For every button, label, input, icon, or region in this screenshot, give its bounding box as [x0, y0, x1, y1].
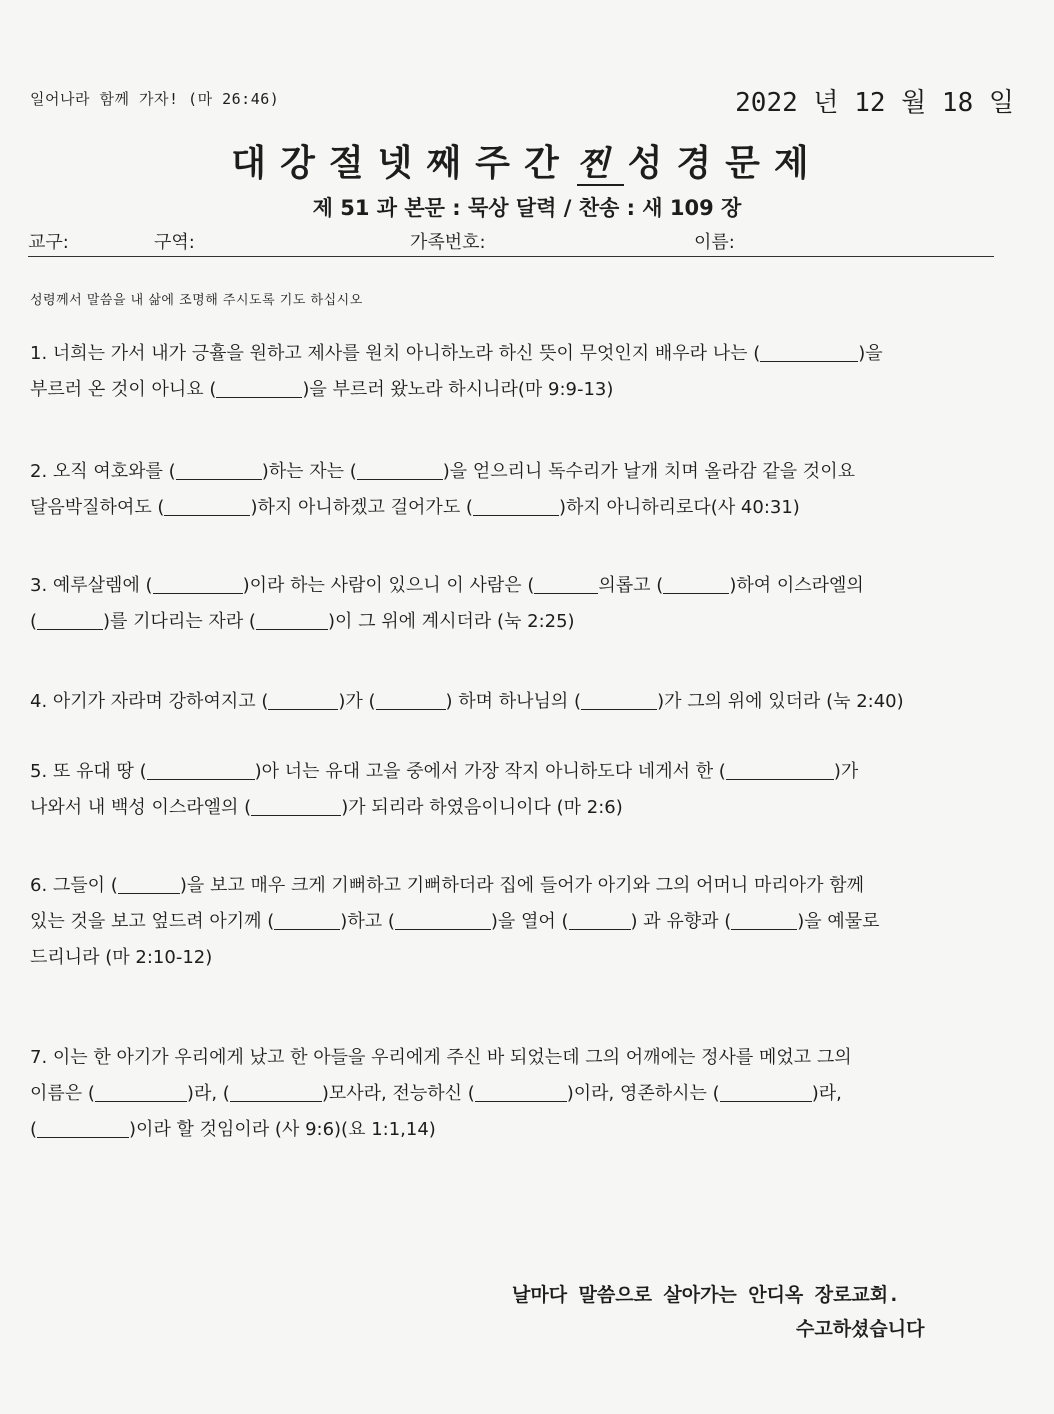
question-2 [30, 454, 1020, 526]
question-line [30, 868, 1020, 904]
answer-blank[interactable] [357, 457, 443, 480]
question-text: 드리니라 (마 2:10-12) [30, 947, 213, 968]
question-text: 달음박질하여도 ( [30, 497, 165, 518]
answer-blank[interactable] [176, 457, 262, 480]
question-text: )하지 아니하겠고 걸어가도 ( [250, 497, 473, 518]
question-text: )이 그 위에 계시더라 (눅 2:25) [327, 611, 575, 632]
question-text: )하여 이스라엘의 [729, 575, 864, 596]
title-before: 대강절넷째주간 [231, 143, 573, 184]
answer-blank[interactable] [147, 757, 255, 780]
prayer-instruction: 성령께서 말씀을 내 삶에 조명해 주시도록 기도 하십시오 [30, 293, 363, 308]
answer-blank[interactable] [164, 493, 250, 516]
answer-blank[interactable] [731, 907, 797, 930]
answer-blank[interactable] [268, 687, 338, 710]
answer-blank[interactable] [95, 1079, 187, 1102]
question-line [30, 568, 1020, 604]
question-text: )하는 자는 ( [261, 461, 357, 482]
question-line [30, 372, 1020, 408]
info-row [28, 228, 994, 257]
question-text: )라, ( [186, 1083, 230, 1104]
question-text: )을 부르러 왔노라 하시니라(마 9:9-13) [302, 379, 614, 400]
answer-blank[interactable] [251, 793, 341, 816]
question-text: )하고 ( [340, 911, 395, 932]
answer-blank[interactable] [256, 607, 328, 630]
footer-church: 날마다 말씀으로 살아가는 안디옥 장로교회. [512, 1284, 900, 1306]
title-after: 성경문제 [627, 143, 823, 184]
question-text: )를 기다리는 자라 ( [103, 611, 256, 632]
footer-thanks: 수고하셨습니다 [796, 1318, 925, 1340]
answer-blank[interactable] [569, 907, 631, 930]
question-text: )을 열어 ( [490, 911, 569, 932]
question-text: ( [30, 611, 38, 632]
question-line [30, 336, 1020, 372]
question-text: )가 그의 위에 있더라 (눅 2:40) [657, 691, 904, 712]
question-text: 2. 오직 여호와를 ( [30, 461, 176, 482]
question-text: )모사라, 전능하신 ( [321, 1083, 475, 1104]
page-title [0, 135, 1054, 186]
title-emphasis: 찐 [576, 144, 624, 184]
answer-blank[interactable] [720, 1079, 812, 1102]
question-text: )을 보고 매우 크게 기뻐하고 기뻐하더라 집에 들어가 아기와 그의 어머니 마리아가 함께 [179, 875, 865, 896]
family-number-label: 가족번호: [410, 232, 486, 253]
answer-blank[interactable] [534, 571, 598, 594]
question-text: 4. 아기가 자라며 강하여지고 ( [30, 691, 269, 712]
answer-blank[interactable] [274, 907, 340, 930]
answer-blank[interactable] [760, 339, 858, 362]
question-text: 이름은 ( [30, 1083, 95, 1104]
question-line [30, 454, 1020, 490]
question-line [30, 904, 1020, 940]
question-text: 6. 그들이 ( [30, 875, 118, 896]
question-text: )아 너는 유대 고을 중에서 가장 작지 아니하도다 네게서 한 ( [254, 761, 726, 782]
answer-blank[interactable] [37, 1115, 129, 1138]
answer-blank[interactable] [216, 375, 302, 398]
subtitle: 제 51 과 본문 : 묵상 달력 / 찬송 : 새 109 장 [312, 196, 742, 220]
question-line [30, 1076, 1020, 1112]
question-line [30, 790, 1020, 826]
question-text: )이라 할 것임이라 (사 9:6)(요 1:1,14) [129, 1119, 436, 1140]
question-text: )이라 하는 사람이 있으니 이 사람은 ( [242, 575, 535, 596]
question-5 [30, 754, 1020, 826]
answer-blank[interactable] [230, 1079, 322, 1102]
question-6 [30, 868, 1020, 976]
question-text: ( [30, 1119, 38, 1140]
answer-blank[interactable] [37, 607, 103, 630]
question-line [30, 684, 1020, 720]
question-text: )을 [858, 343, 883, 364]
question-text: ) 하며 하나님의 ( [445, 691, 582, 712]
question-7 [30, 1040, 1020, 1148]
question-text: 나와서 내 백성 이스라엘의 ( [30, 797, 252, 818]
question-line [30, 604, 1020, 640]
answer-blank[interactable] [726, 757, 834, 780]
question-text: ) 과 유향과 ( [630, 911, 732, 932]
name-label: 이름: [694, 232, 735, 253]
question-text: )라, [811, 1083, 842, 1104]
answer-blank[interactable] [581, 687, 657, 710]
question-text: )을 얻으리니 독수리가 날개 치며 올라감 같을 것이요 [442, 461, 855, 482]
question-text: 7. 이는 한 아기가 우리에게 났고 한 아들을 우리에게 주신 바 되었는데 그의 어깨에는 정사를 메었고 그의 [30, 1047, 852, 1068]
question-line [30, 490, 1020, 526]
answer-blank[interactable] [473, 493, 559, 516]
question-text: 부르러 온 것이 아니요 ( [30, 379, 217, 400]
answer-blank[interactable] [475, 1079, 567, 1102]
question-text: )이라, 영존하시는 ( [566, 1083, 720, 1104]
motto: 일어나라 함께 가자! (마 26:46) [30, 90, 280, 108]
question-text: 있는 것을 보고 엎드려 아기께 ( [30, 911, 275, 932]
answer-blank[interactable] [663, 571, 729, 594]
question-text: 1. 너희는 가서 내가 긍휼을 원하고 제사를 원치 아니하노라 하신 뜻이 무엇인지 배우라 나는 ( [30, 343, 761, 364]
question-text: 5. 또 유대 땅 ( [30, 761, 147, 782]
question-line [30, 1040, 1020, 1076]
question-text: )을 예물로 [797, 911, 880, 932]
question-text: )하지 아니하리로다(사 40:31) [558, 497, 800, 518]
question-text: )가 ( [338, 691, 376, 712]
question-text: 의롭고 ( [598, 575, 664, 596]
question-text: )가 [833, 761, 859, 782]
parish-label: 교구: [28, 232, 69, 253]
question-line [30, 1112, 1020, 1148]
question-text: )가 되리라 하였음이니이다 (마 2:6) [341, 797, 623, 818]
question-line [30, 940, 1020, 976]
date: 2022 년 12 월 18 일 [735, 88, 1014, 118]
answer-blank[interactable] [118, 871, 180, 894]
question-line [30, 754, 1020, 790]
answer-blank[interactable] [153, 571, 243, 594]
district-label: 구역: [154, 232, 195, 253]
question-1 [30, 336, 1020, 408]
question-3 [30, 568, 1020, 640]
answer-blank[interactable] [376, 687, 446, 710]
answer-blank[interactable] [395, 907, 491, 930]
question-4 [30, 684, 1020, 720]
question-text: 3. 예루살렘에 ( [30, 575, 153, 596]
